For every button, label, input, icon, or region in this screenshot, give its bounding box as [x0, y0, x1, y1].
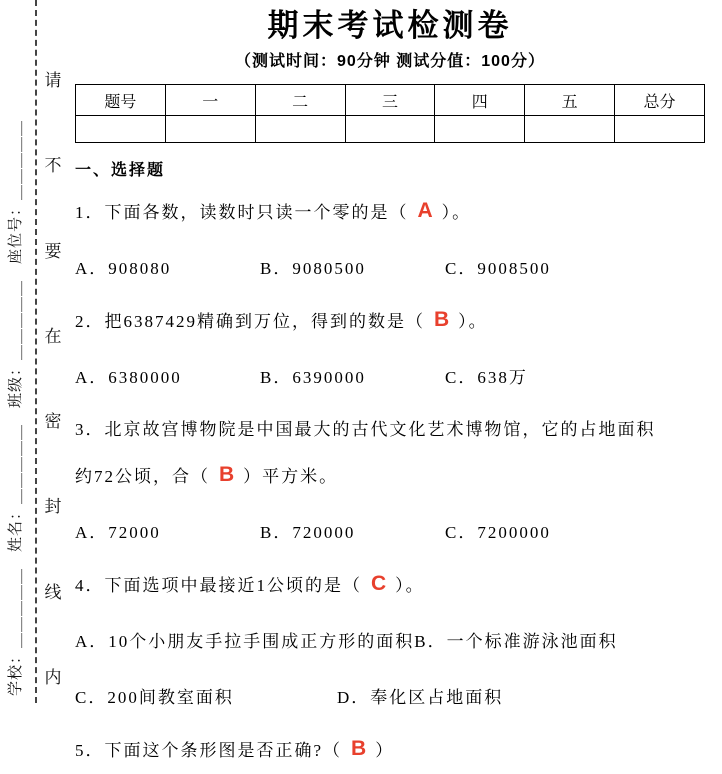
option: A．6380000 [75, 368, 182, 387]
option: A．10个小朋友手拉手围成正方形的面积 [75, 632, 415, 651]
answer-blank: B [219, 463, 235, 486]
seal-warning-char: 内 [44, 667, 62, 687]
score-header-cell: 总分 [615, 85, 705, 116]
option: A．908080 [75, 259, 172, 278]
score-header-cell: 三 [345, 85, 435, 116]
score-header-cell: 一 [165, 85, 255, 116]
exam-subtitle: （测试时间：90分钟 测试分值：100分） [235, 53, 545, 70]
seal-fields-line: 学校：＿＿＿＿＿ 姓名：＿＿＿＿＿ 班级：＿＿＿＿＿ 座位号：＿＿＿＿＿ [8, 119, 24, 696]
stem-text: ）。 [395, 576, 425, 595]
stem-text: 2．把6387429精确到万位，得到的数是（ [75, 312, 425, 331]
option: B．6390000 [260, 368, 366, 387]
seal-warning-char: 在 [44, 326, 62, 346]
score-header-cell: 二 [255, 85, 345, 116]
score-header-cell: 五 [525, 85, 615, 116]
stem-text: 3．北京故宫博物院是中国最大的古代文化艺术博物馆，它的占地面积 [75, 420, 656, 439]
stem-text: 约72公顷，合（ [75, 467, 210, 486]
score-table [75, 84, 705, 143]
score-empty-cell [435, 116, 525, 143]
score-empty-cell [525, 116, 615, 143]
option: C．7200000 [445, 523, 551, 542]
question-2-stem [75, 298, 705, 345]
exam-title: 期末考试检测卷 [267, 8, 513, 43]
option: D．奉化区占地面积 [337, 688, 504, 707]
score-table-empty-row [76, 116, 705, 143]
answer-blank: C [371, 572, 387, 595]
option: B．9080500 [260, 259, 366, 278]
question-3-options [75, 510, 705, 556]
seal-warning-char: 请 [44, 71, 62, 90]
question-4-stem [75, 562, 705, 609]
question-4 [75, 562, 705, 721]
question-5 [75, 727, 705, 774]
question-5-stem [75, 727, 705, 774]
option: C．638万 [445, 368, 528, 387]
section-title-choice: 一、选择题 [75, 162, 166, 179]
seal-dashed-line [35, 0, 37, 703]
stem-text: ）。 [441, 203, 472, 222]
question-4-options-row-1 [75, 619, 705, 665]
question-3 [75, 407, 705, 556]
seal-warning-char: 密 [44, 412, 62, 432]
question-1 [75, 189, 705, 292]
stem-text: ）。 [458, 312, 488, 331]
score-empty-cell [165, 116, 255, 143]
option: A．72000 [75, 523, 161, 542]
question-1-options [75, 246, 705, 292]
option: B．一个标准游泳池面积 [414, 632, 618, 651]
score-empty-cell [76, 116, 166, 143]
option: C．200间教室面积 [75, 688, 234, 707]
seal-warning-column [42, 66, 64, 688]
score-header-cell: 四 [435, 85, 525, 116]
seal-warning-char: 要 [44, 241, 62, 261]
answer-blank: B [351, 737, 367, 760]
question-1-stem [75, 189, 705, 236]
seal-warning-char: 线 [44, 582, 62, 602]
option: C．9008500 [445, 259, 551, 278]
seal-warning-char: 不 [44, 156, 62, 176]
question-2-options [75, 355, 705, 401]
score-empty-cell [615, 116, 705, 143]
stem-text: 4．下面选项中最接近1公顷的是（ [75, 576, 362, 595]
question-2 [75, 298, 705, 401]
score-header-cell: 题号 [76, 85, 166, 116]
answer-blank: B [434, 308, 450, 331]
score-table-header-row [76, 85, 705, 116]
question-4-options-row-2 [75, 675, 705, 721]
seal-warning-char: 封 [44, 497, 62, 517]
stem-text: 1．下面各数，读数时只读一个零的是（ [75, 203, 409, 222]
score-empty-cell [255, 116, 345, 143]
stem-text: ）平方米。 [243, 467, 339, 486]
score-empty-cell [345, 116, 435, 143]
exam-body [75, 0, 705, 774]
stem-text: ） [375, 741, 395, 760]
question-3-stem [75, 407, 705, 500]
stem-text: 5．下面这个条形图是否正确?（ [75, 741, 343, 760]
option: B．720000 [260, 523, 356, 542]
answer-blank: A [417, 199, 433, 222]
